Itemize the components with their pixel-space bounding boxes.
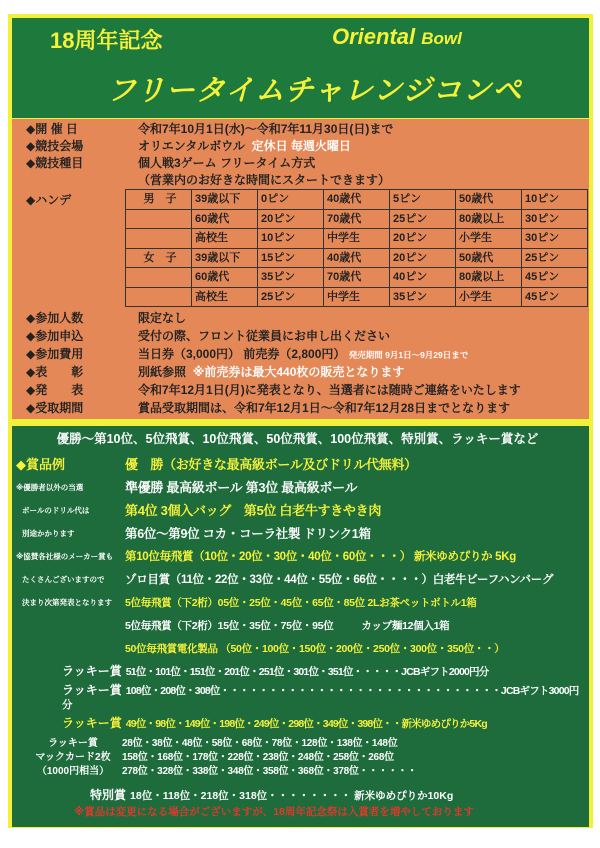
- note: 定休日 毎週火曜日: [251, 139, 351, 153]
- handicap-cell: 70歳代: [324, 268, 390, 288]
- prize-row: [12, 476, 583, 499]
- label: ラッキー賞: [62, 683, 122, 697]
- handicap-cell: 30ピン: [522, 209, 588, 229]
- info-fee: [26, 347, 468, 362]
- handicap-cell: 39歳以下: [192, 248, 258, 268]
- handicap-cell: 男 子: [126, 190, 192, 210]
- label-line: ラッキー賞: [48, 738, 98, 749]
- handicap-row: [126, 287, 588, 307]
- line: 28位・38位・48位・58位・68位・78位・128位・138位・148位: [122, 738, 398, 749]
- value: 個人戦3ゲーム フリータイム方式: [138, 156, 316, 170]
- side-note: ボールのドリル代は: [22, 505, 90, 515]
- line: 158位・168位・178位・228位・238位・248位・258位・268位: [122, 752, 394, 763]
- prize-line: ゾロ目賞（11位・22位・33位・44位・55位・66位・・・・）白老牛ビーフハンバーグ: [125, 573, 554, 586]
- value: オリエンタルボウル: [138, 139, 245, 153]
- side-note: 別途かかります: [22, 528, 75, 538]
- handicap-cell: 40歳代: [324, 248, 390, 268]
- label: ◆開 催 日: [26, 122, 78, 136]
- handicap-cell: 高校生: [192, 229, 258, 249]
- prize-row: [12, 522, 583, 545]
- prize-line-group: [125, 619, 583, 633]
- label: ラッキー賞: [62, 716, 122, 730]
- mac-card-label: [24, 737, 122, 779]
- handicap-cell: 小学生: [456, 287, 522, 307]
- label: 特別賞: [90, 787, 127, 802]
- special-prize: [12, 785, 583, 805]
- handicap-cell: 35ピン: [390, 287, 456, 307]
- handicap-row: [126, 190, 588, 210]
- handicap-cell: 50歳代: [456, 248, 522, 268]
- info-venue: [26, 139, 351, 153]
- prize-line: 50位毎飛賞電化製品 （50位・100位・150位・200位・250位・300位・350位・・）: [125, 642, 505, 655]
- handicap-cell: 25ピン: [258, 287, 324, 307]
- handicap-cell: 25ピン: [390, 209, 456, 229]
- value: 51位・101位・151位・201位・251位・301位・351位・・・・・JCBギフト2000円分: [125, 666, 489, 678]
- brand-sub: Bowl: [421, 29, 462, 48]
- handicap-cell: 女 子: [126, 248, 192, 268]
- handicap-cell: 39歳以下: [192, 190, 258, 210]
- label: ◆表 彰: [26, 365, 84, 379]
- prize-examples-label: ◆賞品例: [16, 456, 65, 472]
- label: ◆参加人数: [26, 311, 84, 325]
- value: 令和7年10月1日(水)～令和7年11月30日(日)まで: [138, 122, 394, 136]
- handicap-cell: 高校生: [192, 287, 258, 307]
- label: ◆受取期間: [26, 401, 84, 415]
- side-note: 決まり次第発表となります: [22, 597, 112, 607]
- handicap-table: [125, 189, 588, 307]
- info-event: [26, 156, 315, 170]
- side-note: たくさんございますので: [22, 574, 105, 584]
- lucky-prize-1: [12, 660, 583, 683]
- info-receive: [26, 401, 510, 415]
- handicap-cell: [126, 229, 192, 249]
- note: ※前売券は最大440枚の販売となります: [192, 365, 405, 379]
- value: 108位・208位・308位・・・・・・・・・・・・・・・・・・・・・・・・・・・・・JCBギフト3000円分: [62, 685, 579, 711]
- prize-line: 第6位～第9位 コカ・コーラ社製 ドリンク1箱: [125, 526, 371, 541]
- prize-row: [12, 568, 583, 591]
- event-info-section: [12, 119, 589, 419]
- handicap-cell: 25ピン: [522, 248, 588, 268]
- mac-card-prize: [12, 735, 583, 785]
- prize-line: 第4位 3個入バッグ 第5位 白老牛すきやき肉: [125, 502, 382, 518]
- value: 49位・98位・149位・198位・249位・298位・349位・398位・・新米ゆめぴりか5Kg: [125, 718, 487, 730]
- note: 発売期間 9月1日～9月29日まで: [348, 350, 469, 360]
- handicap-cell: 45ピン: [522, 268, 588, 288]
- handicap-row: [126, 229, 588, 249]
- prize-summary: 優勝～第10位、5位飛賞、10位飛賞、50位飛賞、100位飛賞、特別賞、ラッキー賞など: [56, 432, 539, 446]
- prize-section: [12, 426, 589, 827]
- handicap-cell: 60歳代: [192, 268, 258, 288]
- handicap-cell: 20ピン: [258, 209, 324, 229]
- prize-row: [12, 591, 583, 614]
- brand-main: Oriental: [332, 24, 416, 49]
- handicap-cell: [126, 209, 192, 229]
- label: ラッキー賞: [62, 664, 122, 678]
- handicap-cell: 小学生: [456, 229, 522, 249]
- handicap-cell: 20ピン: [390, 248, 456, 268]
- lucky-prize-3: [12, 712, 583, 735]
- handicap-cell: 80歳以上: [456, 268, 522, 288]
- side-note: ※優勝者以外の当選: [16, 482, 84, 492]
- value: 当日券（3,000円） 前売券（2,800円）: [138, 347, 346, 361]
- handicap-label: ◆ハンデ: [26, 193, 72, 207]
- handicap-cell: 15ピン: [258, 248, 324, 268]
- label: ◆競技会場: [26, 139, 84, 153]
- value: 18位・118位・218位・318位・・・・・・・・ 新米ゆめぴりか10Kg: [130, 789, 454, 802]
- label: ◆発 表: [26, 383, 84, 397]
- info-participants: [26, 311, 186, 325]
- line: 278位・328位・338位・348位・358位・368位・378位・・・・・・: [122, 766, 417, 777]
- label: ◆参加申込: [26, 329, 84, 343]
- prize-line: 5位毎飛賞（下2桁）05位・25位・45位・65位・85位 2Lお茶ペットボトル1箱: [125, 596, 477, 609]
- value: 受付の際、フロント従業員にお申し出ください: [138, 329, 391, 343]
- brand-logo: [332, 24, 462, 50]
- label: ◆参加費用: [26, 347, 84, 361]
- prize-line: 第10位毎飛賞（10位・20位・30位・40位・60位・・・） 新米ゆめぴりか 5Kg: [125, 550, 516, 563]
- info-award: [26, 365, 404, 379]
- handicap-cell: 10ピン: [522, 190, 588, 210]
- disclaimer: ※賞品は変更になる場合がございますが、18周年記念祭は入賞者を増やしております: [74, 806, 474, 818]
- value: 限定なし: [138, 311, 187, 325]
- prize-row: [12, 614, 583, 637]
- prize-line: カップ麺12個入1箱: [361, 619, 450, 632]
- value: 賞品受取期間は、令和7年12月1日～令和7年12月28日までとなります: [138, 401, 511, 415]
- prize-row: [12, 545, 583, 568]
- value: 令和7年12月1日(月)に発表となり、当選者には随時ご連絡をいたします: [138, 383, 521, 397]
- handicap-cell: 40ピン: [390, 268, 456, 288]
- mac-card-positions: [122, 737, 417, 779]
- handicap-cell: 40歳代: [324, 190, 390, 210]
- handicap-cell: 70歳代: [324, 209, 390, 229]
- label-line: （1000円相当）: [36, 766, 110, 777]
- anniversary-title: 18周年記念: [50, 28, 163, 53]
- handicap-cell: 5ピン: [390, 190, 456, 210]
- prize-row: [12, 453, 583, 476]
- poster-header: [12, 18, 589, 118]
- label: ◆競技種目: [26, 156, 84, 170]
- handicap-row: [126, 268, 588, 288]
- info-announce: [26, 383, 521, 397]
- info-event-note: （営業内のお好きな時間にスタートできます）: [138, 173, 391, 187]
- handicap-cell: 35ピン: [258, 268, 324, 288]
- lucky-prize-2: [12, 683, 583, 712]
- prize-line: 優 勝（お好きな最高級ボール及びドリル代無料）: [125, 456, 417, 472]
- prize-row: [12, 499, 583, 522]
- prize-line: 5位毎飛賞（下2桁）15位・35位・75位・95位: [125, 619, 334, 632]
- label-line: マックカード2枚: [35, 752, 111, 763]
- prize-row: [12, 637, 583, 660]
- handicap-cell: 10ピン: [258, 229, 324, 249]
- handicap-row: [126, 248, 588, 268]
- handicap-cell: 60歳代: [192, 209, 258, 229]
- side-note: ※協賛各社様のメーカー賞も: [16, 551, 114, 561]
- info-apply: [26, 329, 390, 343]
- handicap-cell: 30ピン: [522, 229, 588, 249]
- handicap-cell: 80歳以上: [456, 209, 522, 229]
- handicap-cell: 中学生: [324, 229, 390, 249]
- handicap-cell: 0ピン: [258, 190, 324, 210]
- value: 別紙参照: [138, 365, 187, 379]
- handicap-cell: 50歳代: [456, 190, 522, 210]
- handicap-row: [126, 209, 588, 229]
- handicap-cell: 45ピン: [522, 287, 588, 307]
- event-subtitle: フリータイムチャレンジコンペ: [107, 75, 523, 107]
- prize-line: 準優勝 最高級ボール 第3位 最高級ボール: [125, 479, 358, 495]
- info-date: [26, 122, 393, 136]
- handicap-cell: [126, 287, 192, 307]
- handicap-cell: 中学生: [324, 287, 390, 307]
- handicap-cell: 20ピン: [390, 229, 456, 249]
- handicap-cell: [126, 268, 192, 288]
